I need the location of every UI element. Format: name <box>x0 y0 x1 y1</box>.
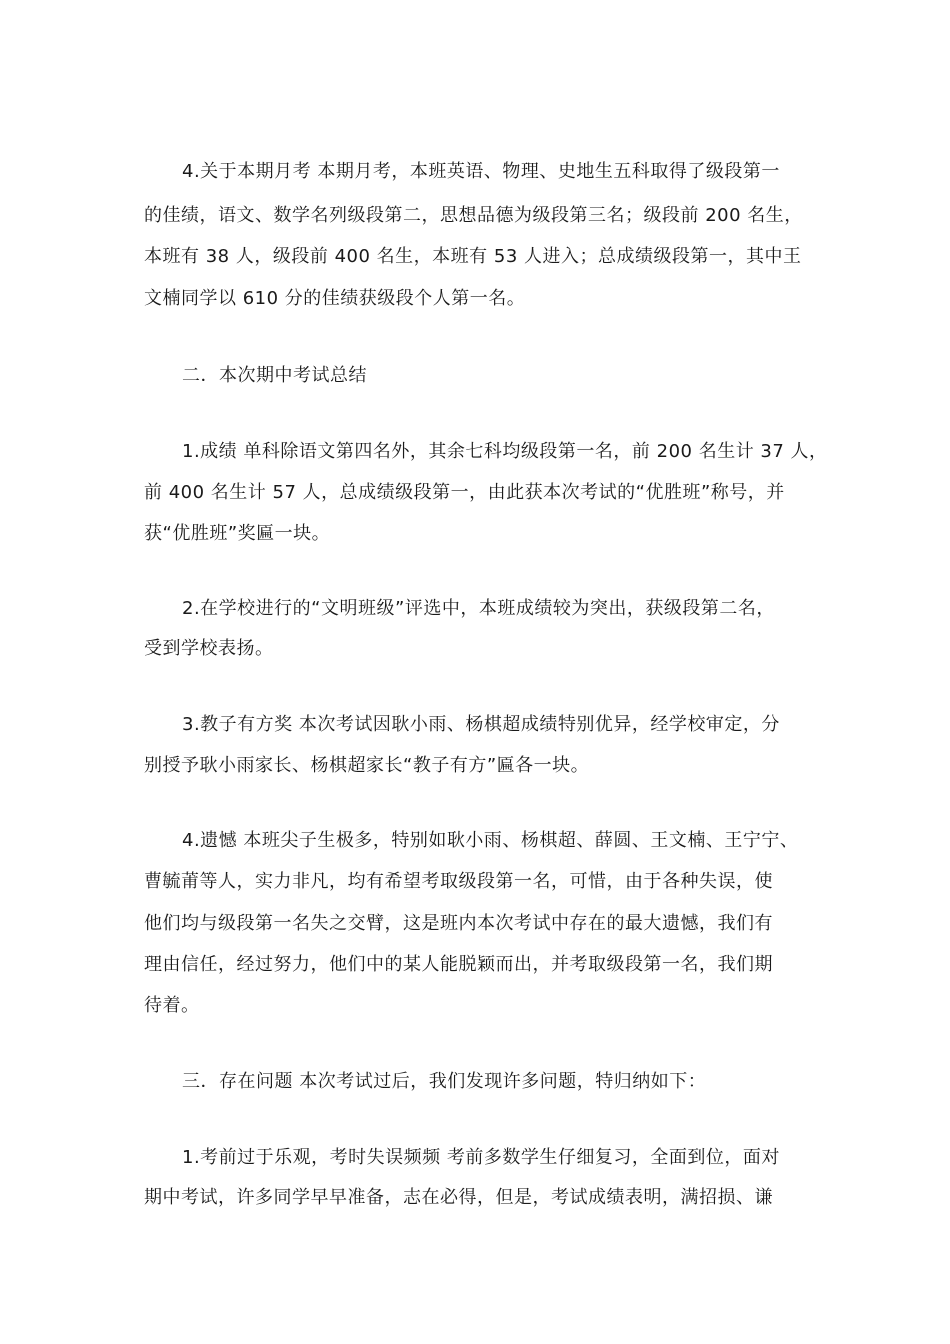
paragraph-2-4-line-2: 曹毓莆等人，实力非凡，均有希望考取级段第一名，可惜，由于各种失误，使 <box>144 871 773 892</box>
paragraph-1-line-2: 的佳绩，语文、数学名列级段第二，思想品德为级段第三名；级段前 200 名生， <box>144 205 803 226</box>
paragraph-2-1-line-1: 1.成绩 单科除语文第四名外，其余七科均级段第一名，前 200 名生计 37 人， <box>182 441 828 462</box>
paragraph-1-line-3: 本班有 38 人，级段前 400 名生，本班有 53 人进入；总成绩级段第一，其中王 <box>144 246 802 267</box>
section-heading-3: 三．存在问题 本次考试过后，我们发现许多问题，特归纳如下： <box>182 1071 707 1092</box>
paragraph-2-4-line-5: 待着。 <box>144 995 200 1016</box>
paragraph-3-1-line-2: 期中考试，许多同学早早准备，志在必得，但是，考试成绩表明，满招损、谦 <box>144 1187 773 1208</box>
section-heading-2: 二．本次期中考试总结 <box>182 365 367 386</box>
paragraph-2-1-line-2: 前 400 名生计 57 人，总成绩级段第一，由此获本次考试的“优胜班”称号，并 <box>144 482 785 503</box>
paragraph-2-2-line-2: 受到学校表扬。 <box>144 638 274 659</box>
paragraph-2-2-line-1: 2.在学校进行的“文明班级”评选中，本班成绩较为突出，获级段第二名， <box>182 598 775 619</box>
paragraph-3-1-line-1: 1.考前过于乐观，考时失误频频 考前多数学生仔细复习，全面到位，面对 <box>182 1147 780 1168</box>
paragraph-2-1-line-3: 获“优胜班”奖匾一块。 <box>144 523 331 544</box>
paragraph-2-3-line-1: 3.教子有方奖 本次考试因耿小雨、杨棋超成绩特别优异，经学校审定，分 <box>182 714 780 735</box>
paragraph-2-3-line-2: 别授予耿小雨家长、杨棋超家长“教子有方”匾各一块。 <box>144 755 590 776</box>
paragraph-2-4-line-4: 理由信任，经过努力，他们中的某人能脱颖而出，并考取级段第一名，我们期 <box>144 954 773 975</box>
paragraph-1-line-4: 文楠同学以 610 分的佳绩获级段个人第一名。 <box>144 288 526 309</box>
paragraph-2-4-line-1: 4.遗憾 本班尖子生极多，特别如耿小雨、杨棋超、薛圆、王文楠、王宁宁、 <box>182 830 799 851</box>
paragraph-2-4-line-3: 他们均与级段第一名失之交臂，这是班内本次考试中存在的最大遗憾，我们有 <box>144 913 773 934</box>
paragraph-1-line-1: 4.关于本期月考 本期月考，本班英语、物理、史地生五科取得了级段第一 <box>182 161 780 182</box>
